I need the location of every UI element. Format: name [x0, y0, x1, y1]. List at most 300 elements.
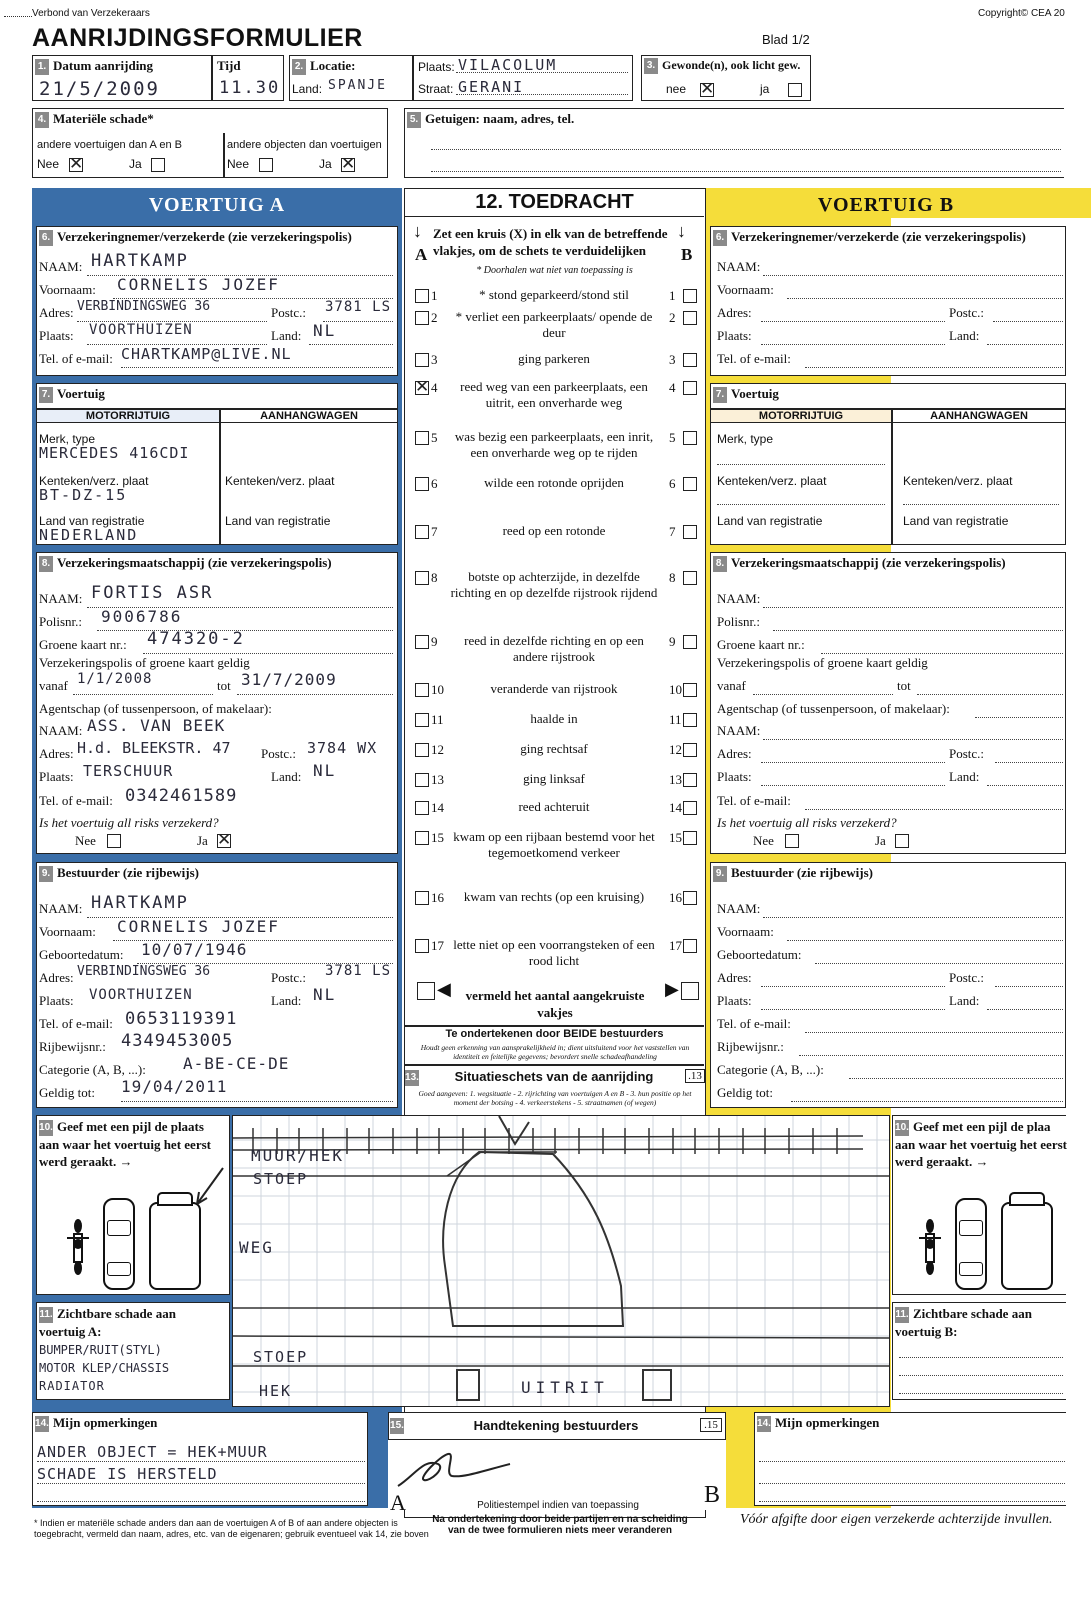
- circ-5-a-number: 5: [431, 430, 438, 445]
- sec4-num: 4.: [35, 112, 49, 128]
- plaats-label: Plaats:: [418, 60, 455, 74]
- b-agent-plaats-label: Plaats:: [717, 769, 752, 784]
- other-objects-label: andere objecten dan voertuigen: [227, 139, 382, 151]
- a-agent-adres-label: Adres:: [39, 746, 74, 761]
- a-drv-land-label: Land:: [271, 993, 302, 1008]
- sec3-label: Gewonde(n), ook licht gew.: [662, 58, 801, 72]
- circ-7-a-number: 7: [431, 524, 438, 539]
- sec14-remarks-b: 14. Mijn opmerkingen: [754, 1412, 1066, 1506]
- a-adres-label: Adres:: [39, 305, 74, 320]
- circ-2-b-checkbox[interactable]: [683, 311, 697, 325]
- b-agent-naam-label: NAAM:: [717, 723, 761, 738]
- circ-11-a-checkbox[interactable]: [415, 713, 429, 727]
- truck-icon-a[interactable]: [149, 1202, 201, 1290]
- circ-9-label: reed in dezelfde richting en op een andere rijstrook: [464, 633, 644, 664]
- b-trailer-land-label: Land van registratie: [903, 514, 1009, 528]
- a-vanaf-field[interactable]: 1/1/2008: [77, 671, 153, 687]
- circ-3-label: ging parkeren: [518, 351, 590, 366]
- sec12-circumstances: 12. TOEDRACHT ↓ A ↓ B Zet een kruis (X) in elk van de betreffende vlakjes, om de schets te verduidelijken * Doorhalen wat niet van toepassing is ◀ ▶ vermeld het aantal aangekruiste vakjes Te ondertekenen door BEIDE bestuurders Houdt geen erkenning van aansprakelijkheid in; dient uitsluitend voor het vaststellen van identiteit en feitelijke gegevens; bevordert snelle schadeafhandeling 13. Situatieschets van de aanrijding .13 Goed aangeven: 1. wegsituatie - 2. rijrichting van voertuigen A en B - 3. hun positie op het moment der botsing - 4. verkeerstekens - 5. straatnamen (of wegen) 1 * stond geparkeerd/stond stil 1 2 * verliet een parkeerplaats/ opende de deur 2 3 ging parkeren 3 ✕ 4 reed weg van een parkeerplaats, een uitrit, een onverharde weg 4 5 was bezig een parkeerplaats, een inrit, een onverharde weg op te rijden 5 6 wilde een rotonde oprijden 6 7 reed op een rotonde 7 8 botste op achterzijde, in dezelfde richting en op dezelfde rijstrook rijdend 8 9 reed in dezelfde richting en op een andere rijstrook 9 10 veranderde van rijstrook 10 11 haalde in 11 12 ging rechtsaf 12 13 ging linksaf 13 14 reed achteruit 14 15 kwam op een rijbaan bestemd voor het tegemoetkomend verkeer 15 16 kwam van rechts (op een kruising) 16 17 lette niet op een voorrangsteken of een rood licht 17: [404, 188, 706, 1518]
- a-agent-label: Agentschap (of tussenpersoon, of makelaar):: [39, 701, 272, 716]
- sec6-policyholder-b: 6. Verzekeringnemer/verzekerde (zie verzekeringspolis) NAAM: Voornaam: Adres: Postc.: Plaats: Land: Tel. of e-mail:: [710, 226, 1066, 376]
- a-kenteken-label: Kenteken/verz. plaat: [39, 474, 149, 488]
- a-agent-postc-field[interactable]: 3784 WX: [307, 739, 378, 757]
- a-land-field[interactable]: NL: [313, 321, 337, 340]
- a-merk-field[interactable]: MERCEDES 416CDI: [39, 444, 190, 462]
- objects-no-label: Nee: [227, 157, 250, 171]
- sec9-driver-b: 9. Bestuurder (zie rijbewijs) NAAM: Voornaam: Geboortedatum: Adres: Postc.: Plaats: Land: Tel. of e-mail: Rijbewijsnr.: Categorie (A, B, ...): Geldig tot:: [710, 862, 1066, 1108]
- b-postc-label: Postc.:: [949, 305, 985, 320]
- footer-note: * Indien er materiële schade anders dan aan de voertuigen A of B of aan andere objecten is toegebracht, vermeld dan naam, adres, etc. van de eigenaren; gebruik eventueel vak 14, zie boven: [34, 1518, 429, 1539]
- motorcycle-icon-a[interactable]: [65, 1216, 91, 1283]
- sec5-witnesses-box: [404, 108, 1064, 178]
- b-drv-voornaam-label: Voornaam:: [717, 924, 774, 939]
- a-drv-postc-label: Postc.:: [271, 970, 307, 985]
- toedracht-instructions: Zet een kruis (X) in elk van de betreffende vlakjes, om de schets te verduidelijken: [433, 226, 668, 258]
- time-label: Tijd: [217, 58, 241, 73]
- police-stamp-label: Politiestempel indien van toepassing: [477, 1500, 639, 1511]
- b-drv-cat-label: Categorie (A, B, ...):: [717, 1062, 824, 1077]
- a-allrisk-label: Is het voertuig all risks verzekerd?: [39, 815, 219, 830]
- b-allrisk-no-label: Nee: [753, 833, 774, 848]
- b-polis-label: Polisnr.:: [717, 614, 760, 629]
- circ-7-label: reed op een rotonde: [502, 523, 606, 538]
- page-number: Blad 1/2: [762, 32, 810, 47]
- circ-7-b-number: 7: [669, 524, 676, 539]
- circ-10-b-number: 10: [669, 682, 682, 697]
- sign-both-label: Te ondertekenen door BEIDE bestuurders: [445, 1028, 664, 1040]
- circ-6-b-checkbox[interactable]: [683, 477, 697, 491]
- sketch-stoep-top-label: STOEP: [253, 1170, 309, 1188]
- circ-10-label: veranderde van rijstrook: [490, 681, 618, 696]
- objects-yes-label: Ja: [319, 157, 332, 171]
- circ-8-b-checkbox[interactable]: [683, 571, 697, 585]
- a-plaats-field[interactable]: VOORTHUIZEN: [89, 322, 193, 338]
- remarks-line-1[interactable]: ANDER OBJECT = HEK+MUUR: [37, 1443, 268, 1461]
- circ-16-b-checkbox[interactable]: [683, 891, 697, 905]
- circ-2-a-number: 2: [431, 310, 438, 325]
- sketch-label: Situatieschets van de aanrijding: [454, 1069, 654, 1084]
- a-allrisk-no-label: Nee: [75, 833, 96, 848]
- b-landreg-label: Land van registratie: [717, 514, 823, 528]
- b-allrisk-no-checkbox[interactable]: [785, 834, 799, 848]
- circ-11-label: haalde in: [530, 711, 578, 726]
- damage-line-3[interactable]: RADIATOR: [39, 1379, 105, 1393]
- b-agent-tel-label: Tel. of e-mail:: [717, 793, 791, 808]
- circ-9-b-number: 9: [669, 634, 676, 649]
- car-icon-b[interactable]: [955, 1198, 987, 1290]
- circ-17-label: lette niet op een voorrangsteken of een rood licht: [453, 937, 655, 968]
- damage-line-2[interactable]: MOTOR KLEP/CHASSIS: [39, 1361, 170, 1375]
- b-drv-land-label: Land:: [949, 993, 980, 1008]
- footer-back-side-note: Vóór afgifte door eigen verzekerde achterzijde invullen.: [740, 1512, 1053, 1527]
- b-allrisk-yes-label: Ja: [875, 833, 886, 848]
- sec14-label-a: Mijn opmerkingen: [53, 1415, 158, 1430]
- b-allrisk-yes-checkbox[interactable]: [895, 834, 909, 848]
- a-drv-geldig-field[interactable]: 19/04/2011: [121, 1077, 228, 1096]
- sign-note: Houdt geen erkenning van aansprakelijkheid in; dient uitsluitend voor het vaststellen van identiteit en feitelijke gegevens; bevordert snelle schadeafhandeling: [420, 1043, 690, 1061]
- b-drv-naam-label: NAAM:: [717, 901, 761, 916]
- a-drv-tel-field[interactable]: 0653119391: [125, 1009, 238, 1029]
- sec8-label-a: Verzekeringsmaatschappij (zie verzekeringspolis): [57, 555, 332, 570]
- sec11-damage-a: 11. Zichtbare schade aan voertuig A: BUMPER/RUIT(STYL) MOTOR KLEP/CHASSIS RADIATOR: [36, 1302, 230, 1400]
- circ-8-label: botste op achterzijde, in dezelfde richting en op dezelfde rijstrook rijdend: [450, 569, 658, 600]
- a-drv-plaats-field[interactable]: VOORTHUIZEN: [89, 987, 193, 1003]
- circ-13-b-number: 13: [669, 772, 682, 787]
- circ-8-a-number: 8: [431, 570, 438, 585]
- circ-11-a-number: 11: [431, 712, 444, 727]
- vehicle-b-title: VOERTUIG B: [817, 194, 955, 216]
- sketch-stoep-bottom-label: STOEP: [253, 1348, 309, 1366]
- circ-13-a-number: 13: [431, 772, 444, 787]
- signature-b-label: B: [704, 1482, 721, 1508]
- a-kenteken-field[interactable]: BT-DZ-15: [39, 486, 128, 504]
- circ-1-a-checkbox[interactable]: [415, 289, 429, 303]
- sec11-damage-b: 11. Zichtbare schade aan voertuig B:: [892, 1302, 1066, 1400]
- a-drv-voornaam-label: Voornaam:: [39, 924, 96, 939]
- circ-17-a-number: 17: [431, 938, 444, 953]
- sec2-label: Locatie:: [310, 58, 356, 73]
- b-drv-tel-label: Tel. of e-mail:: [717, 1016, 791, 1031]
- vehicles-no-checkbox[interactable]: [69, 158, 83, 172]
- arrow-b-icon: ↓: [677, 221, 686, 241]
- circ-5-label: was bezig een parkeerplaats, een inrit, een onverharde weg op te rijden: [454, 429, 654, 460]
- circ-6-a-checkbox[interactable]: [415, 477, 429, 491]
- sketch-area[interactable]: [232, 1115, 890, 1407]
- a-drv-cat-field[interactable]: A-BE-CE-DE: [183, 1054, 290, 1073]
- circ-12-label: ging rechtsaf: [520, 741, 588, 756]
- a-drv-voornaam-field[interactable]: CORNELIS JOZEF: [117, 917, 280, 936]
- b-voornaam-label: Voornaam:: [717, 282, 774, 297]
- circ-15-label: kwam op een rijbaan bestemd voor het tegemoetkomend verkeer: [453, 829, 655, 860]
- circ-10-a-number: 10: [431, 682, 444, 697]
- circ-9-a-checkbox[interactable]: [415, 635, 429, 649]
- a-geldig-label: Verzekeringspolis of groene kaart geldig: [39, 655, 250, 670]
- b-merk-label: Merk, type: [717, 432, 774, 446]
- a-adres-field[interactable]: VERBINDINGSWEG 36: [77, 299, 211, 314]
- sec10-label-b: Geef met een pijl de plaa aan waar het voertuig het eerst werd geraakt. →: [895, 1119, 1067, 1170]
- a-merk-label: Merk, type: [39, 432, 96, 446]
- a-agent-postc-label: Postc.:: [261, 746, 297, 761]
- a-drv-naam-label: NAAM:: [39, 901, 83, 916]
- circ-2-label: * verliet een parkeerplaats/ opende de deur: [455, 309, 653, 340]
- sec6-label-b: Verzekeringnemer/verzekerde (zie verzekeringspolis): [731, 229, 1026, 244]
- circ-13-label: ging linksaf: [523, 771, 585, 786]
- land-label: Land:: [292, 82, 323, 96]
- remarks-line-2[interactable]: SCHADE IS HERSTELD: [37, 1465, 218, 1483]
- circ-9-b-checkbox[interactable]: [683, 635, 697, 649]
- a-agent-naam-label: NAAM:: [39, 723, 83, 738]
- circ-3-b-checkbox[interactable]: [683, 353, 697, 367]
- circ-8-b-number: 8: [669, 570, 676, 585]
- col-a-label: A: [415, 245, 428, 264]
- sketch-note: Goed aangeven: 1. wegsituatie - 2. rijrichting van voertuigen A en B - 3. hun positie op het moment der botsing - 4. verkeerstekens - 5. straatnamen (of wegen): [418, 1089, 692, 1107]
- objects-no-checkbox[interactable]: [259, 158, 273, 172]
- sec3-injured-box: [641, 55, 811, 101]
- a-polis-label: Polisnr.:: [39, 614, 82, 629]
- circ-7-a-checkbox[interactable]: [415, 525, 429, 539]
- circ-4-a-number: 4: [431, 380, 438, 395]
- sec1-label: Datum aanrijding: [53, 58, 154, 73]
- a-groen-field[interactable]: 474320-2: [147, 629, 245, 649]
- objects-yes-checkbox[interactable]: [341, 158, 355, 172]
- toedracht-title: 12. TOEDRACHT: [405, 189, 704, 217]
- a-agent-tel-field[interactable]: 0342461589: [125, 786, 238, 806]
- b-drv-geldig-label: Geldig tot:: [717, 1085, 773, 1100]
- sec10-impact-a: 10. Geef met een pijl de plaats aan waar het voertuig het eerst werd geraakt. →: [36, 1115, 230, 1295]
- count-a-box[interactable]: [417, 982, 435, 1000]
- circ-2-b-number: 2: [669, 310, 676, 325]
- a-plaats-label: Plaats:: [39, 328, 74, 343]
- a-allrisk-no-checkbox[interactable]: [107, 834, 121, 848]
- injured-yes-checkbox[interactable]: [788, 83, 802, 97]
- car-icon-a[interactable]: [103, 1198, 135, 1290]
- sec2-location-box: [289, 55, 633, 101]
- b-adres-label: Adres:: [717, 305, 752, 320]
- sec11-label-b: Zichtbare schade aan voertuig B:: [895, 1306, 1032, 1340]
- circ-11-b-checkbox[interactable]: [683, 713, 697, 727]
- b-drv-geb-label: Geboortedatum:: [717, 947, 802, 962]
- a-land-label: Land:: [271, 328, 302, 343]
- circ-6-a-number: 6: [431, 476, 438, 491]
- a-allrisk-yes-checkbox[interactable]: [217, 834, 231, 848]
- circ-2-a-checkbox[interactable]: [415, 311, 429, 325]
- damage-line-1[interactable]: BUMPER/RUIT(STYL): [39, 1343, 162, 1357]
- a-postc-field[interactable]: 3781 LS: [325, 299, 392, 315]
- b-aanhang-header: AANHANGWAGEN: [893, 410, 1065, 423]
- a-vanaf-label: vanaf: [39, 678, 68, 693]
- circ-12-a-checkbox[interactable]: [415, 743, 429, 757]
- circ-10-a-checkbox[interactable]: [415, 683, 429, 697]
- land-field[interactable]: SPANJE: [328, 78, 387, 93]
- circ-16-b-number: 16: [669, 890, 682, 905]
- no-changes-note: Na ondertekening door beide partijen en na scheiding van de twee formulieren niets meer veranderen: [432, 1514, 688, 1536]
- motorcycle-icon-b[interactable]: [917, 1216, 943, 1283]
- sec14-remarks-a: 14. Mijn opmerkingen ANDER OBJECT = HEK+MUUR SCHADE IS HERSTELD: [32, 1412, 368, 1506]
- b-plaats-label: Plaats:: [717, 328, 752, 343]
- circ-7-b-checkbox[interactable]: [683, 525, 697, 539]
- arrow-a-icon: ↓: [413, 221, 422, 241]
- b-agent-adres-label: Adres:: [717, 746, 752, 761]
- b-drv-postc-label: Postc.:: [949, 970, 985, 985]
- accident-time-field[interactable]: 11.30: [219, 78, 281, 98]
- circ-17-a-checkbox[interactable]: [415, 939, 429, 953]
- injured-yes-label: ja: [760, 82, 770, 96]
- circ-13-b-checkbox[interactable]: [683, 773, 697, 787]
- vehicles-no-label: Nee: [37, 157, 60, 171]
- a-naam-field[interactable]: HARTKAMP: [91, 251, 189, 271]
- copyright: Copyright© CEA 20: [978, 8, 1065, 19]
- circ-14-a-checkbox[interactable]: [415, 801, 429, 815]
- circ-4-b-number: 4: [669, 380, 676, 395]
- form-title: AANRIJDINGSFORMULIER: [32, 24, 363, 52]
- col-b-label: B: [681, 245, 693, 264]
- a-drv-naam-field[interactable]: HARTKAMP: [91, 893, 189, 913]
- b-drv-adres-label: Adres:: [717, 970, 752, 985]
- straat-field[interactable]: GERANI: [458, 78, 525, 96]
- sec8-insurer-a: 8. Verzekeringsmaatschappij (zie verzekeringspolis) NAAM: FORTIS ASR Polisnr.: 9006786 Groene kaart nr.: 474320-2 Verzekeringspolis of groene kaart geldig vanaf 1/1/2008 tot 31/7/2009 Agentschap (of tussenpersoon, of makelaar): NAAM: ASS. VAN BEEK Adres: H.d. BLEEKSTR. 47 Postc.: 3784 WX Plaats: TERSCHUUR Land: NL Tel. of e-mail: 0342461589 Is het voertuig all risks verzekerd? Nee Ja ✕: [36, 552, 398, 854]
- accident-date-field[interactable]: 21/5/2009: [39, 78, 160, 100]
- circ-1-b-checkbox[interactable]: [683, 289, 697, 303]
- circ-1-label: * stond geparkeerd/stond stil: [479, 287, 629, 302]
- sec15-num-b: .15: [700, 1418, 722, 1432]
- circ-15-a-checkbox[interactable]: [415, 831, 429, 845]
- a-drv-rijb-field[interactable]: 4349453005: [121, 1031, 234, 1051]
- circ-8-a-checkbox[interactable]: [415, 571, 429, 585]
- injured-no-label: nee: [666, 82, 687, 96]
- circ-12-b-checkbox[interactable]: [683, 743, 697, 757]
- circ-14-a-number: 14: [431, 800, 444, 815]
- a-voornaam-field[interactable]: CORNELIS JOZEF: [117, 275, 280, 294]
- sec2-num: 2.: [292, 59, 306, 75]
- circ-16-a-number: 16: [431, 890, 444, 905]
- sketch-num-b: .13: [685, 1069, 705, 1083]
- count-label: vermeld het aantal aangekruiste vakjes: [465, 988, 645, 1020]
- b-agent-label: Agentschap (of tussenpersoon, of makelaar):: [717, 701, 950, 716]
- circ-4-a-checkbox[interactable]: [415, 381, 429, 395]
- circ-6-label: wilde een rotonde oprijden: [484, 475, 624, 490]
- sec10-label-a: Geef met een pijl de plaats aan waar het voertuig het eerst werd geraakt. →: [39, 1119, 211, 1170]
- count-a-arrow-icon: ◀: [437, 979, 451, 999]
- b-tot-label: tot: [897, 678, 911, 693]
- injured-no-checkbox[interactable]: [700, 83, 714, 97]
- sketch-muur-label: MUUR/HEK: [251, 1146, 345, 1165]
- sec8-label-b: Verzekeringsmaatschappij (zie verzekeringspolis): [731, 555, 1006, 570]
- b-trailer-kenteken-label: Kenteken/verz. plaat: [903, 474, 1013, 488]
- b-naam-label: NAAM:: [717, 259, 761, 274]
- a-tel-field[interactable]: CHARTKAMP@LIVE.NL: [121, 345, 292, 363]
- count-b-arrow-icon: ▶: [665, 979, 679, 999]
- b-drv-rijb-label: Rijbewijsnr.:: [717, 1039, 784, 1054]
- sec7-label-a: Voertuig: [57, 386, 105, 401]
- a-drv-cat-label: Categorie (A, B, ...):: [39, 1062, 146, 1077]
- b-geldig-label: Verzekeringspolis of groene kaart geldig: [717, 655, 928, 670]
- plaats-field[interactable]: VILACOLUM: [458, 56, 558, 74]
- a-drv-geb-label: Geboortedatum:: [39, 947, 124, 962]
- circ-14-label: reed achteruit: [518, 799, 590, 814]
- vehicle-a-sketch: [443, 1152, 623, 1326]
- toedracht-note: * Doorhalen wat niet van toepassing is: [476, 265, 633, 276]
- a-agent-land-field[interactable]: NL: [313, 761, 337, 780]
- b-land-label: Land:: [949, 328, 980, 343]
- sec3-num: 3.: [644, 58, 658, 74]
- a-landreg-field[interactable]: NEDERLAND: [39, 526, 139, 544]
- sec7-vehicle-a: 7. Voertuig MOTORRIJTUIG AANHANGWAGEN Merk, type MERCEDES 416CDI Kenteken/verz. plaat BT-DZ-15 Land van registratie NEDERLAND Kenteken/verz. plaat Land van registratie: [36, 383, 398, 545]
- a-ins-naam-field[interactable]: FORTIS ASR: [91, 583, 214, 603]
- circ-15-b-number: 15: [669, 830, 682, 845]
- circ-4-b-checkbox[interactable]: [683, 381, 697, 395]
- fence-line: [233, 1136, 889, 1366]
- a-groen-label: Groene kaart nr.:: [39, 637, 127, 652]
- truck-icon-b[interactable]: [1001, 1202, 1053, 1290]
- a-drv-adres-field[interactable]: VERBINDINGSWEG 36: [77, 964, 211, 979]
- b-agent-land-label: Land:: [949, 769, 980, 784]
- impact-arrow-a: [187, 1166, 227, 1212]
- b-ins-naam-label: NAAM:: [717, 591, 761, 606]
- circ-12-b-number: 12: [669, 742, 682, 757]
- a-drv-adres-label: Adres:: [39, 970, 74, 985]
- count-b-box[interactable]: [681, 982, 699, 1000]
- sec1-date-box: [32, 55, 284, 101]
- b-agent-postc-label: Postc.:: [949, 746, 985, 761]
- circ-16-a-checkbox[interactable]: [415, 891, 429, 905]
- circ-13-a-checkbox[interactable]: [415, 773, 429, 787]
- circ-14-b-number: 14: [669, 800, 682, 815]
- circ-11-b-number: 11: [669, 712, 682, 727]
- a-tel-label: Tel. of e-mail:: [39, 351, 113, 366]
- a-polis-field[interactable]: 9006786: [101, 607, 183, 626]
- a-drv-postc-field[interactable]: 3781 LS: [325, 963, 392, 979]
- vehicles-yes-checkbox[interactable]: [151, 158, 165, 172]
- a-drv-plaats-label: Plaats:: [39, 993, 74, 1008]
- a-agent-adres-field[interactable]: H.d. BLEEKSTR. 47: [77, 739, 231, 757]
- circ-14-b-checkbox[interactable]: [683, 801, 697, 815]
- circ-4-label: reed weg van een parkeerplaats, een uitrit, een onverharde weg: [460, 379, 648, 410]
- sec14-label-b: Mijn opmerkingen: [775, 1415, 880, 1430]
- a-agent-tel-label: Tel. of e-mail:: [39, 793, 113, 808]
- signature-a[interactable]: [394, 1446, 514, 1496]
- sec9-label-b: Bestuurder (zie rijbewijs): [731, 865, 874, 880]
- signature-a-label: A: [390, 1490, 406, 1515]
- sketch-uitrit-label: UITRIT: [521, 1378, 609, 1397]
- sec9-driver-a: 9. Bestuurder (zie rijbewijs) NAAM: HARTKAMP Voornaam: CORNELIS JOZEF Geboortedatum: 10/07/1946 Adres: VERBINDINGSWEG 36 Postc.: 3781 LS Plaats: VOORTHUIZEN Land: NL Tel. of e-mail: 0653119391 Rijbewijsnr.: 4349453005 Categorie (A, B, ...): A-BE-CE-DE Geldig tot: 19/04/2011: [36, 862, 398, 1108]
- a-drv-land-field[interactable]: NL: [313, 985, 337, 1004]
- vehicles-yes-label: Ja: [129, 157, 142, 171]
- sec9-label-a: Bestuurder (zie rijbewijs): [57, 865, 200, 880]
- sec1-num: 1.: [35, 59, 49, 75]
- b-groen-label: Groene kaart nr.:: [717, 637, 805, 652]
- a-drv-tel-label: Tel. of e-mail:: [39, 1016, 113, 1031]
- a-drv-geb-field[interactable]: 10/07/1946: [141, 940, 248, 959]
- a-allrisk-yes-label: Ja: [197, 833, 208, 848]
- circ-17-b-checkbox[interactable]: [683, 939, 697, 953]
- circ-1-a-number: 1: [431, 288, 438, 303]
- circ-9-a-number: 9: [431, 634, 438, 649]
- circ-15-a-number: 15: [431, 830, 444, 845]
- sec7-vehicle-b: 7. Voertuig MOTORRIJTUIG AANHANGWAGEN Merk, type Kenteken/verz. plaat Land van registratie Kenteken/verz. plaat Land van registratie: [710, 383, 1066, 545]
- circ-5-b-checkbox[interactable]: [683, 431, 697, 445]
- circ-15-b-checkbox[interactable]: [683, 831, 697, 845]
- circ-3-a-checkbox[interactable]: [415, 353, 429, 367]
- sec15-signatures: 15. Handtekening bestuurders .15 A B Politiestempel indien van toepassing Na ondertekening door beide partijen en na scheiding van de twee formulieren niets meer veranderen: [388, 1412, 726, 1510]
- b-vanaf-label: vanaf: [717, 678, 746, 693]
- circ-5-a-checkbox[interactable]: [415, 431, 429, 445]
- b-drv-plaats-label: Plaats:: [717, 993, 752, 1008]
- a-aanhang-header: AANHANGWAGEN: [221, 410, 397, 423]
- a-tot-field[interactable]: 31/7/2009: [241, 670, 337, 689]
- circ-10-b-checkbox[interactable]: [683, 683, 697, 697]
- sec5-label: Getuigen: naam, adres, tel.: [425, 111, 575, 126]
- a-tot-label: tot: [217, 678, 231, 693]
- a-agent-land-label: Land:: [271, 769, 302, 784]
- a-trailer-kenteken-label: Kenteken/verz. plaat: [225, 474, 335, 488]
- sec6-label-a: Verzekeringnemer/verzekerde (zie verzekeringspolis): [57, 229, 352, 244]
- circ-1-b-number: 1: [669, 288, 676, 303]
- a-postc-label: Postc.:: [271, 305, 307, 320]
- sketch-weg-label: WEG: [239, 1238, 274, 1257]
- signature-label: Handtekening bestuurders: [473, 1418, 639, 1433]
- a-agent-naam-field[interactable]: ASS. VAN BEEK: [87, 716, 226, 735]
- a-drv-geldig-label: Geldig tot:: [39, 1085, 95, 1100]
- org-name: Verbond van Verzekeraars: [32, 8, 150, 19]
- gate-post-left: [457, 1370, 479, 1400]
- a-agent-plaats-field[interactable]: TERSCHUUR: [83, 762, 174, 780]
- circ-12-a-number: 12: [431, 742, 444, 757]
- sec7-label-b: Voertuig: [731, 386, 779, 401]
- b-allrisk-label: Is het voertuig all risks verzekerd?: [717, 815, 897, 830]
- sec4-label: Materiële schade*: [53, 111, 154, 126]
- a-drv-rijb-label: Rijbewijsnr.:: [39, 1039, 106, 1054]
- sketch-hek-label: HEK: [259, 1382, 293, 1400]
